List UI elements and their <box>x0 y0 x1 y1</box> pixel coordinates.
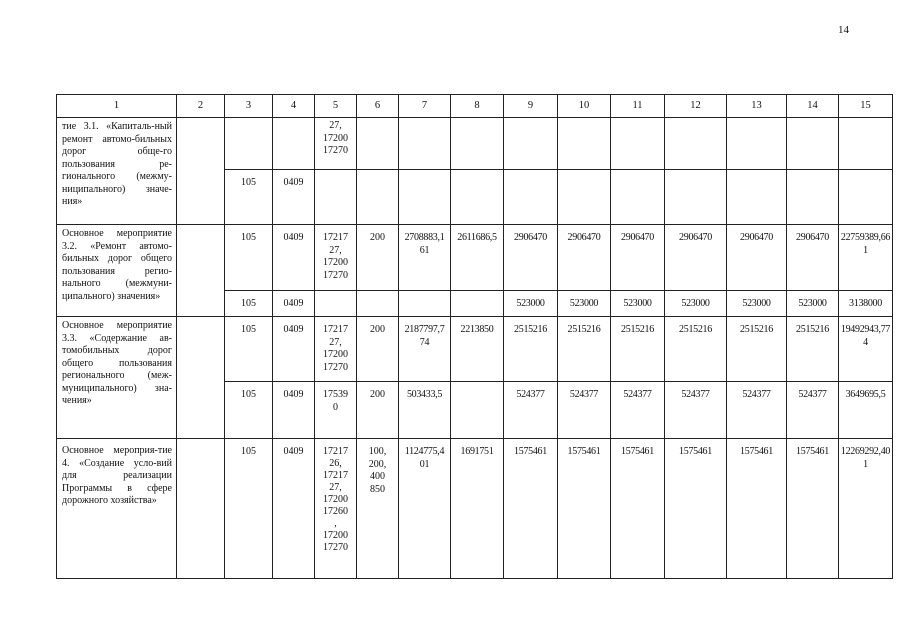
table-cell: 17217 27, 17200 17270 <box>315 317 357 382</box>
table-cell: 524377 <box>558 382 611 439</box>
table-cell <box>665 118 727 170</box>
table-cell: 17217 27, 17200 17270 <box>315 225 357 291</box>
table-cell: 105 <box>225 291 273 317</box>
table-cell <box>357 291 399 317</box>
header-row <box>57 95 893 118</box>
row-description: Основное мероприятие 3.3. «Содержание ав-томобильных дорог общего пользования регионального (меж-муниципального) зна-чения» <box>57 317 177 439</box>
table-cell <box>399 170 451 225</box>
table-cell: 2906470 <box>727 225 787 291</box>
table-cell <box>451 170 504 225</box>
table-cell: 524377 <box>665 382 727 439</box>
header-cell: 2 <box>177 95 225 118</box>
budget-table <box>56 94 893 579</box>
table-cell: 523000 <box>665 291 727 317</box>
table-row <box>57 317 893 382</box>
table-cell <box>177 439 225 579</box>
header-cell: 14 <box>787 95 839 118</box>
table-cell: 1124775,4 01 <box>399 439 451 579</box>
header-cell: 12 <box>665 95 727 118</box>
header-cell: 7 <box>399 95 451 118</box>
table-cell: 105 <box>225 317 273 382</box>
table-cell <box>611 170 665 225</box>
table-cell: 2515216 <box>558 317 611 382</box>
table-cell: 105 <box>225 225 273 291</box>
table-cell <box>727 170 787 225</box>
table-cell: 2906470 <box>611 225 665 291</box>
table-cell <box>399 291 451 317</box>
table-cell: 2515216 <box>727 317 787 382</box>
table-cell <box>315 170 357 225</box>
table-cell: 1691751 <box>451 439 504 579</box>
table-cell: 0409 <box>273 170 315 225</box>
table-cell: 200 <box>357 382 399 439</box>
header-cell: 3 <box>225 95 273 118</box>
table-row <box>57 439 893 579</box>
header-cell: 9 <box>504 95 558 118</box>
table-cell <box>273 118 315 170</box>
table-cell: 0409 <box>273 439 315 579</box>
table-cell: 0409 <box>273 382 315 439</box>
table-cell: 2906470 <box>787 225 839 291</box>
table-cell <box>357 118 399 170</box>
table-cell <box>399 118 451 170</box>
table-cell: 1575461 <box>504 439 558 579</box>
row-description: Основное мероприятие 3.2. «Ремонт автомо-бильных дорог общего пользования регио-нального (межмуни-ципального) значения» <box>57 225 177 317</box>
table-cell: 523000 <box>787 291 839 317</box>
table-cell <box>839 118 893 170</box>
header-cell: 8 <box>451 95 504 118</box>
table-cell: 2906470 <box>558 225 611 291</box>
table-cell: 2515216 <box>787 317 839 382</box>
table-cell: 2515216 <box>611 317 665 382</box>
header-cell: 13 <box>727 95 787 118</box>
table-row <box>57 225 893 291</box>
header-cell: 4 <box>273 95 315 118</box>
page-number: 14 <box>838 24 849 36</box>
header-cell: 5 <box>315 95 357 118</box>
table-cell: 1575461 <box>611 439 665 579</box>
table-cell: 2187797,7 74 <box>399 317 451 382</box>
table-cell <box>177 225 225 317</box>
row-description: Основное мероприя-тие 4. «Создание усло-вий для реализации Программы в сфере дорожного хозяйства» <box>57 439 177 579</box>
table-cell: 17217 26, 17217 27, 17200 17260 , 17200 17270 <box>315 439 357 579</box>
row-description: тие 3.1. «Капиталь-ный ремонт автомо-бильных дорог обще-го пользования ре-гионального (межму-ниципального) значе-ния» <box>57 118 177 225</box>
table-cell: 27, 17200 17270 <box>315 118 357 170</box>
table-cell <box>787 170 839 225</box>
table-cell <box>451 118 504 170</box>
header-cell: 10 <box>558 95 611 118</box>
table-cell: 105 <box>225 439 273 579</box>
table-cell: 1575461 <box>558 439 611 579</box>
table-cell: 503433,5 <box>399 382 451 439</box>
header-cell: 15 <box>839 95 893 118</box>
table-cell <box>787 118 839 170</box>
table-cell: 200 <box>357 317 399 382</box>
table-cell: 2906470 <box>504 225 558 291</box>
table-cell: 3649695,5 <box>839 382 893 439</box>
table-cell: 524377 <box>611 382 665 439</box>
table-cell <box>558 118 611 170</box>
table-cell: 22759389,66 1 <box>839 225 893 291</box>
table-cell: 105 <box>225 382 273 439</box>
table-cell <box>558 170 611 225</box>
table-cell: 12269292,40 1 <box>839 439 893 579</box>
table-cell: 0409 <box>273 317 315 382</box>
table-row <box>57 118 893 170</box>
table-cell <box>177 118 225 225</box>
table-cell: 0409 <box>273 291 315 317</box>
table-cell <box>451 382 504 439</box>
table-cell: 3138000 <box>839 291 893 317</box>
table-cell <box>451 291 504 317</box>
table-cell: 2708883,1 61 <box>399 225 451 291</box>
table-cell: 524377 <box>504 382 558 439</box>
table-cell: 1575461 <box>665 439 727 579</box>
header-cell: 1 <box>57 95 177 118</box>
table-cell: 523000 <box>504 291 558 317</box>
table-cell: 1575461 <box>787 439 839 579</box>
table-cell: 524377 <box>787 382 839 439</box>
table-cell <box>315 291 357 317</box>
table-cell <box>504 170 558 225</box>
table-cell: 1575461 <box>727 439 787 579</box>
table-cell: 2515216 <box>504 317 558 382</box>
table-cell: 523000 <box>727 291 787 317</box>
table-cell: 2515216 <box>665 317 727 382</box>
table-cell: 2906470 <box>665 225 727 291</box>
table-cell <box>611 118 665 170</box>
table-cell <box>225 118 273 170</box>
table-cell <box>504 118 558 170</box>
table-cell <box>357 170 399 225</box>
table-cell: 105 <box>225 170 273 225</box>
table-cell <box>839 170 893 225</box>
table-cell: 524377 <box>727 382 787 439</box>
table-cell: 100, 200, 400 850 <box>357 439 399 579</box>
header-cell: 6 <box>357 95 399 118</box>
table-cell: 523000 <box>558 291 611 317</box>
table-cell <box>665 170 727 225</box>
table-cell <box>177 317 225 439</box>
table-cell: 0409 <box>273 225 315 291</box>
table-cell: 2213850 <box>451 317 504 382</box>
table-cell: 523000 <box>611 291 665 317</box>
table-cell <box>727 118 787 170</box>
table-cell: 17539 0 <box>315 382 357 439</box>
table-cell: 19492943,77 4 <box>839 317 893 382</box>
table-cell: 200 <box>357 225 399 291</box>
header-cell: 11 <box>611 95 665 118</box>
table-cell: 2611686,5 <box>451 225 504 291</box>
